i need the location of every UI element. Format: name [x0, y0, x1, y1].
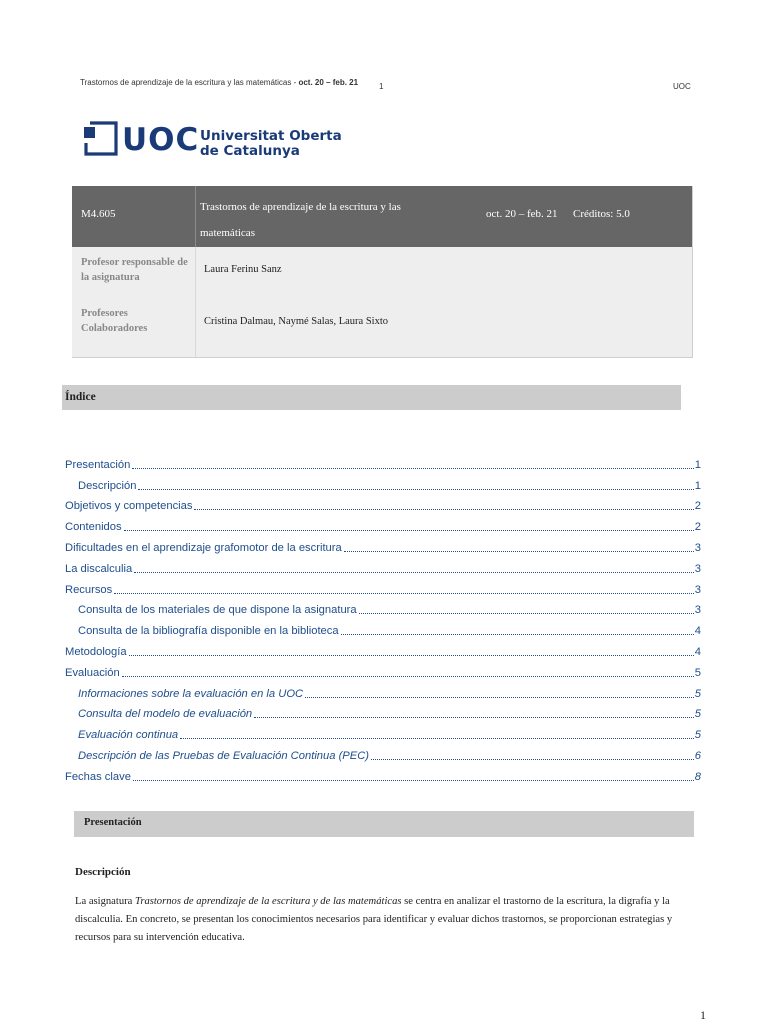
running-header-term: oct. 20 – feb. 21 [298, 78, 359, 87]
toc-item-modelo[interactable]: Consulta del modelo de evaluación 5 [78, 708, 701, 721]
running-header-org: UOC [673, 82, 691, 91]
table-of-contents [65, 452, 701, 785]
toc-item-pec[interactable]: Descripción de las Pruebas de Evaluación Continua (PEC) 6 [78, 749, 701, 762]
logo-line-2: de Catalunya [200, 143, 300, 159]
course-info-header [72, 186, 692, 247]
running-header-title [80, 78, 358, 87]
course-credits: Créditos: 5.0 [573, 208, 630, 220]
logo-line-1: Universitat Oberta [200, 128, 342, 144]
running-header-page: 1 [379, 82, 384, 91]
page-number: 1 [700, 1008, 706, 1022]
toc-item-materiales[interactable]: Consulta de los materiales de que dispone la asignatura 3 [78, 604, 701, 617]
toc-item-metodologia[interactable]: Metodología 4 [65, 645, 701, 658]
toc-item-dificultades[interactable]: Dificultades en el aprendizaje grafomotor de la escritura 3 [65, 541, 701, 554]
description-heading: Descripción [75, 866, 131, 878]
toc-item-presentacion[interactable]: Presentación 1 [65, 458, 701, 471]
presentation-bar [74, 811, 694, 837]
toc-item-informaciones[interactable]: Informaciones sobre la evaluación en la UOC 5 [78, 687, 701, 700]
course-term: oct. 20 – feb. 21 [486, 208, 558, 220]
toc-item-descripcion[interactable]: Descripción 1 [78, 479, 701, 492]
toc-item-contenidos[interactable]: Contenidos 2 [65, 521, 701, 534]
uoc-logo-mark-icon [82, 121, 118, 157]
description-paragraph [75, 893, 690, 947]
index-title: Índice [65, 391, 96, 403]
toc-item-recursos[interactable]: Recursos 3 [65, 583, 701, 596]
info-row-value: Cristina Dalmau, Naymé Salas, Laura Sixto [204, 316, 389, 327]
toc-item-objetivos[interactable]: Objetivos y competencias 2 [65, 500, 701, 513]
course-name: Trastornos de aprendizaje de la escritura y las matemáticas [200, 201, 401, 239]
presentation-title: Presentación [84, 817, 142, 828]
para-text-rest: se centra en analizar el trastorno de la escritura, la digrafía y la discalculia. En concreto, se presentan los conocimientos necesarios para identificar y evaluar dichos trastornos, se proporcionan estrategias y recursos para su intervención educativa. [75, 896, 673, 943]
logo-name [200, 129, 342, 159]
running-header-title-text: Trastornos de aprendizaje de la escritura y las matemáticas - [80, 78, 299, 87]
toc-item-bibliografia[interactable]: Consulta de la bibliografía disponible en la biblioteca 4 [78, 625, 701, 638]
logo-acronym: UOC [122, 122, 200, 158]
index-bar [62, 385, 681, 410]
uoc-logo [82, 121, 342, 165]
info-row-label: Profesores Colaboradores [81, 308, 148, 334]
toc-item-discalculia[interactable]: La discalculia 3 [65, 562, 701, 575]
toc-item-fechas[interactable]: Fechas clave 8 [65, 770, 701, 783]
toc-item-continua[interactable]: Evaluación continua 5 [78, 729, 701, 742]
course-code: M4.605 [81, 208, 116, 220]
info-row-value: Laura Ferinu Sanz [204, 264, 282, 275]
info-row-label: Profesor responsable de la asignatura [81, 257, 188, 283]
para-text-start: La asignatura [75, 896, 136, 907]
course-info-table [72, 186, 693, 358]
toc-item-evaluacion[interactable]: Evaluación 5 [65, 666, 701, 679]
para-course-title: Trastornos de aprendizaje de la escritura y de las matemáticas [135, 896, 402, 907]
